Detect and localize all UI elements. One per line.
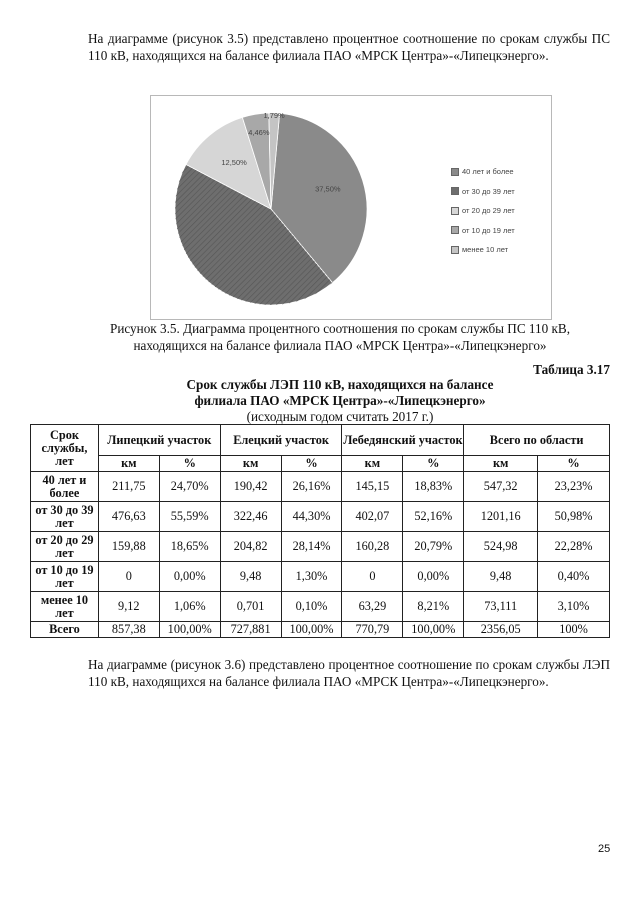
legend-label: от 20 до 29 лет (462, 206, 515, 216)
table-cell: 20,79% (403, 532, 464, 562)
table-cell: 100,00% (281, 622, 342, 638)
table-cell: 1,06% (159, 592, 220, 622)
table-cell: 160,28 (342, 532, 403, 562)
table-row (31, 592, 610, 622)
legend-swatch (451, 246, 459, 254)
row-label: менее 10 лет (31, 592, 99, 622)
unit-pct: % (403, 456, 464, 472)
table-cell: 63,29 (342, 592, 403, 622)
legend-item (451, 182, 515, 202)
legend-label: от 10 до 19 лет (462, 225, 515, 235)
table-subtitle: (исходным годом считать 2017 г.) (246, 409, 434, 424)
table-row (31, 532, 610, 562)
unit-km: км (464, 456, 538, 472)
header-lebedyan: Лебедянский участок (342, 425, 464, 456)
table-cell: 9,12 (98, 592, 159, 622)
table-cell: 145,15 (342, 472, 403, 502)
slice-label: 37,50% (315, 184, 341, 194)
table-total-row (31, 622, 610, 638)
unit-pct: % (159, 456, 220, 472)
closing-paragraph (88, 656, 610, 690)
table-cell: 0,00% (403, 562, 464, 592)
legend-item (451, 221, 515, 241)
legend-swatch (451, 168, 459, 176)
table-number: Таблица 3.17 (533, 362, 610, 377)
table-cell: 22,28% (538, 532, 610, 562)
row-label: 40 лет и более (31, 472, 99, 502)
table-cell: 402,07 (342, 502, 403, 532)
table-cell: 23,23% (538, 472, 610, 502)
table-cell: 18,65% (159, 532, 220, 562)
table-cell: 204,82 (220, 532, 281, 562)
table-cell: 0 (98, 562, 159, 592)
table-cell: 476,63 (98, 502, 159, 532)
unit-km: км (342, 456, 403, 472)
unit-pct: % (281, 456, 342, 472)
slice-label: 4,46% (248, 128, 270, 138)
table-cell: 8,21% (403, 592, 464, 622)
legend-swatch (451, 207, 459, 215)
table-cell: 18,83% (403, 472, 464, 502)
header-lipetsk: Липецкий участок (98, 425, 220, 456)
table-cell: 100% (538, 622, 610, 638)
table-row (31, 472, 610, 502)
row-label: от 20 до 29 лет (31, 532, 99, 562)
table-row (31, 562, 610, 592)
legend-label: менее 10 лет (462, 245, 509, 255)
table-cell: 770,79 (342, 622, 403, 638)
table-cell: 727,881 (220, 622, 281, 638)
table-cell: 322,46 (220, 502, 281, 532)
unit-km: км (98, 456, 159, 472)
table-cell: 2356,05 (464, 622, 538, 638)
chart-legend (451, 162, 515, 260)
row-label: от 10 до 19 лет (31, 562, 99, 592)
intro-paragraph-text: На диаграмме (рисунок 3.5) представлено процентное соотношение по срокам службы ПС 110 кВ, находящихся на балансе филиала ПАО «МРСК Центра»-«Липецкэнерго». (88, 31, 610, 63)
legend-item (451, 201, 515, 221)
table-cell: 100,00% (403, 622, 464, 638)
table-cell: 547,32 (464, 472, 538, 502)
table-cell: 26,16% (281, 472, 342, 502)
table-cell: 9,48 (220, 562, 281, 592)
intro-paragraph (88, 30, 610, 64)
table-cell: 0 (342, 562, 403, 592)
table-cell: 0,10% (281, 592, 342, 622)
table-cell: 73,111 (464, 592, 538, 622)
table-cell: 24,70% (159, 472, 220, 502)
table-cell: 44,30% (281, 502, 342, 532)
slice-label: 12,50% (221, 157, 247, 167)
legend-item (451, 240, 515, 260)
table-cell: 9,48 (464, 562, 538, 592)
legend-swatch (451, 187, 459, 195)
table-cell: 211,75 (98, 472, 159, 502)
table-cell: 100,00% (159, 622, 220, 638)
table-cell: 0,00% (159, 562, 220, 592)
table-cell: 1,30% (281, 562, 342, 592)
table-cell: 0,701 (220, 592, 281, 622)
header-region-total: Всего по области (464, 425, 610, 456)
total-label: Всего (31, 622, 99, 638)
legend-swatch (451, 226, 459, 234)
table-cell: 55,59% (159, 502, 220, 532)
header-service-life: Срок службы, лет (31, 425, 99, 472)
table-title-line-1: Срок службы ЛЭП 110 кВ, находящихся на балансе (186, 377, 494, 392)
pie-chart (150, 95, 552, 320)
service-life-table (30, 424, 610, 638)
table-cell: 28,14% (281, 532, 342, 562)
table-cell: 3,10% (538, 592, 610, 622)
page-number: 25 (598, 843, 611, 855)
table-cell: 190,42 (220, 472, 281, 502)
figure-caption-line-1: Рисунок 3.5. Диаграмма процентного соотношения по срокам службы ПС 110 кВ, (109, 321, 571, 336)
closing-paragraph-text: На диаграмме (рисунок 3.6) представлено процентное соотношение по срокам службы ЛЭП 110 кВ, находящихся на балансе филиала ПАО «МРСК Центра»-«Липецкэнерго». (88, 657, 610, 689)
table-cell: 1201,16 (464, 502, 538, 532)
figure-caption-line-2: находящихся на балансе филиала ПАО «МРСК Центра»-«Липецкэнерго» (133, 338, 547, 353)
table-title-line-2: филиала ПАО «МРСК Центра»-«Липецкэнерго» (194, 393, 486, 408)
table-cell: 0,40% (538, 562, 610, 592)
slice-label: 1,79% (263, 110, 285, 120)
legend-item (451, 162, 515, 182)
header-elets: Елецкий участок (220, 425, 342, 456)
table-cell: 857,38 (98, 622, 159, 638)
table-row (31, 502, 610, 532)
row-label: от 30 до 39 лет (31, 502, 99, 532)
unit-km: км (220, 456, 281, 472)
legend-label: от 30 до 39 лет (462, 186, 515, 196)
table-cell: 52,16% (403, 502, 464, 532)
unit-pct: % (538, 456, 610, 472)
table-cell: 159,88 (98, 532, 159, 562)
legend-label: 40 лет и более (462, 167, 514, 177)
table-cell: 50,98% (538, 502, 610, 532)
table-cell: 524,98 (464, 532, 538, 562)
